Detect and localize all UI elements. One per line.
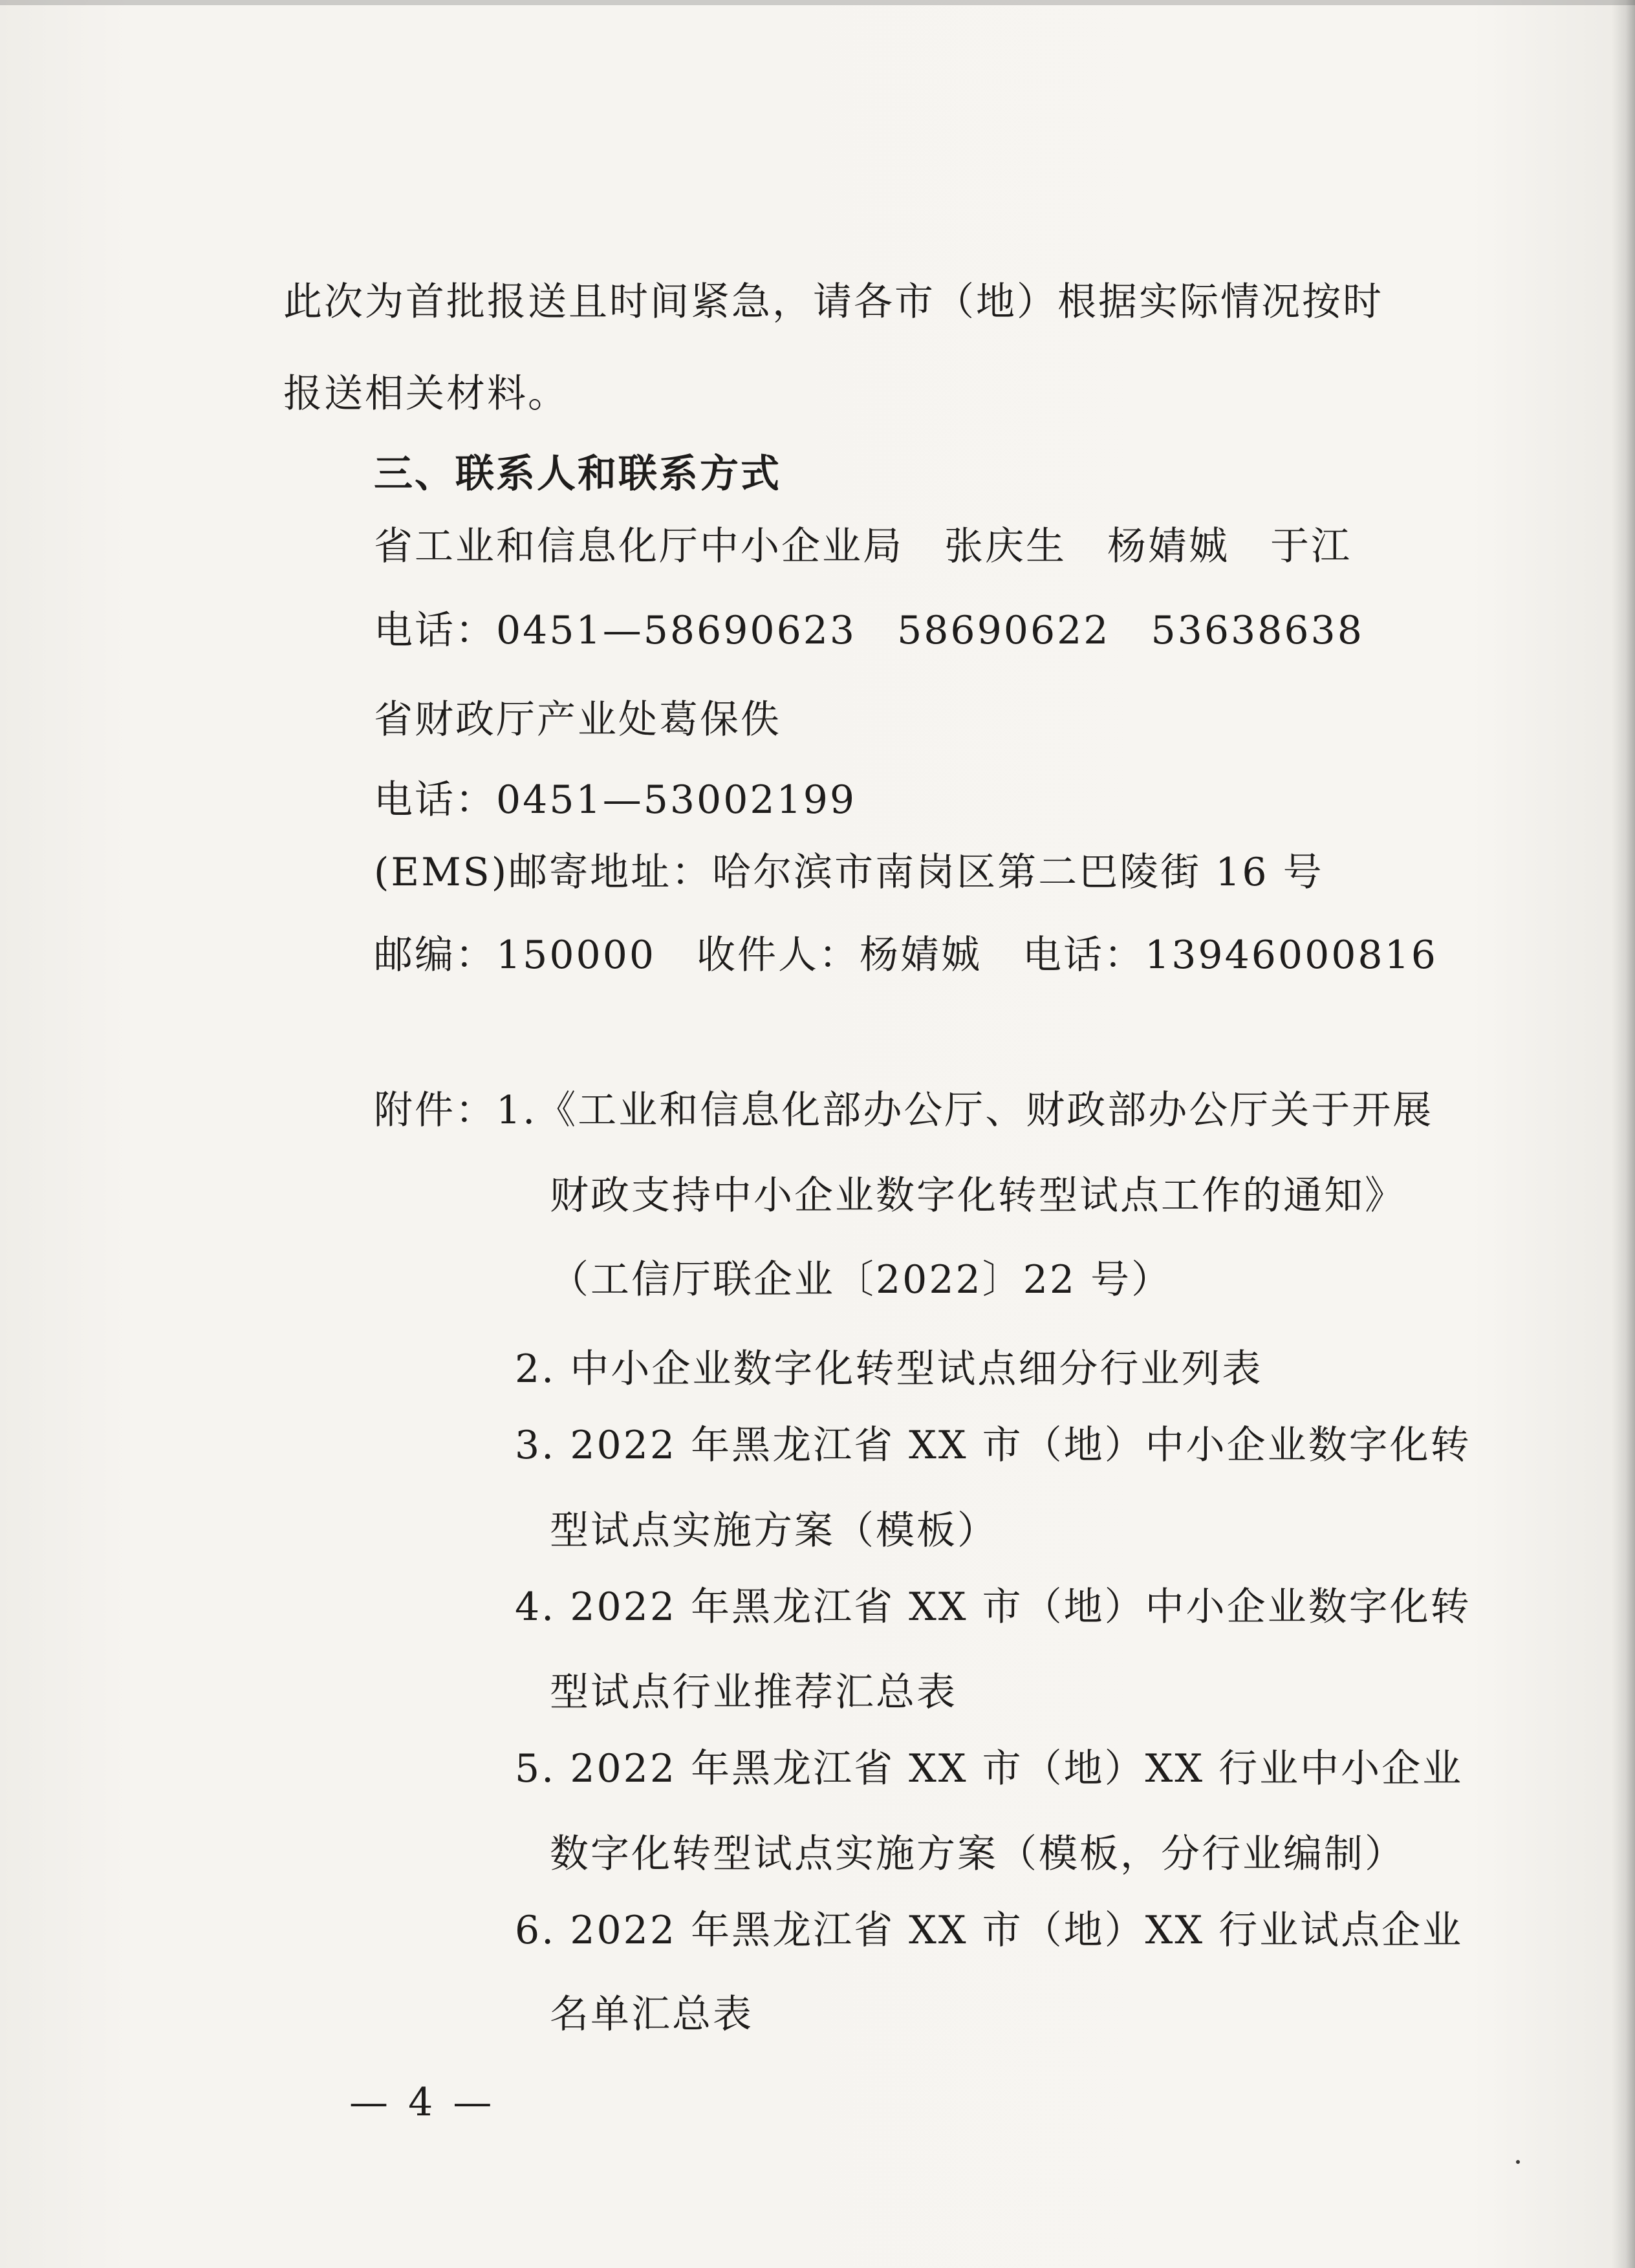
scan-edge-top [0,0,1635,5]
attachment-2: 2. 中小企业数字化转型试点细分行业列表 [515,1346,1263,1392]
attachment-1-line-1: 附件：1.《工业和信息化部办公厅、财政部办公厅关于开展 [374,1088,1434,1133]
contact-line-address: (EMS)邮寄地址：哈尔滨市南岗区第二巴陵街 16 号 [374,850,1324,895]
contact-line-bureau: 省工业和信息化厅中小企业局 张庆生 杨婧娍 于江 [374,524,1352,569]
contact-line-finance: 省财政厅产业处葛保佚 [374,697,781,742]
attachment-1-line-3: （工信厅联企业〔2022〕22 号） [550,1257,1173,1302]
attachment-4-line-2: 型试点行业推荐汇总表 [550,1670,957,1715]
contact-line-postcode: 邮编：150000 收件人：杨婧娍 电话：13946000816 [374,933,1438,978]
body-line-1: 此次为首批报送且时间紧急，请各市（地）根据实际情况按时 [283,279,1383,325]
attachment-4-line-1: 4. 2022 年黑龙江省 XX 市（地）中小企业数字化转 [515,1584,1471,1630]
body-line-2: 报送相关材料。 [283,371,568,416]
attachment-3-line-2: 型试点实施方案（模板） [550,1508,998,1553]
attachment-5-line-1: 5. 2022 年黑龙江省 XX 市（地）XX 行业中小企业 [515,1746,1464,1791]
page-number: — 4 — [349,2080,496,2125]
attachment-6-line-2: 名单汇总表 [550,1992,753,2037]
scan-speck [1516,2160,1520,2164]
attachment-5-line-2: 数字化转型试点实施方案（模板，分行业编制） [550,1831,1405,1877]
attachment-3-line-1: 3. 2022 年黑龙江省 XX 市（地）中小企业数字化转 [515,1423,1471,1468]
attachment-6-line-1: 6. 2022 年黑龙江省 XX 市（地）XX 行业试点企业 [515,1908,1464,1953]
attachment-1-line-2: 财政支持中小企业数字化转型试点工作的通知》 [550,1173,1405,1218]
contact-line-phone-1: 电话：0451—58690623 58690622 53638638 [374,608,1364,653]
scan-edge-right [1612,0,1635,2268]
contact-line-phone-2: 电话：0451—53002199 [374,777,857,823]
section-heading-contacts: 三、联系人和联系方式 [374,451,781,497]
